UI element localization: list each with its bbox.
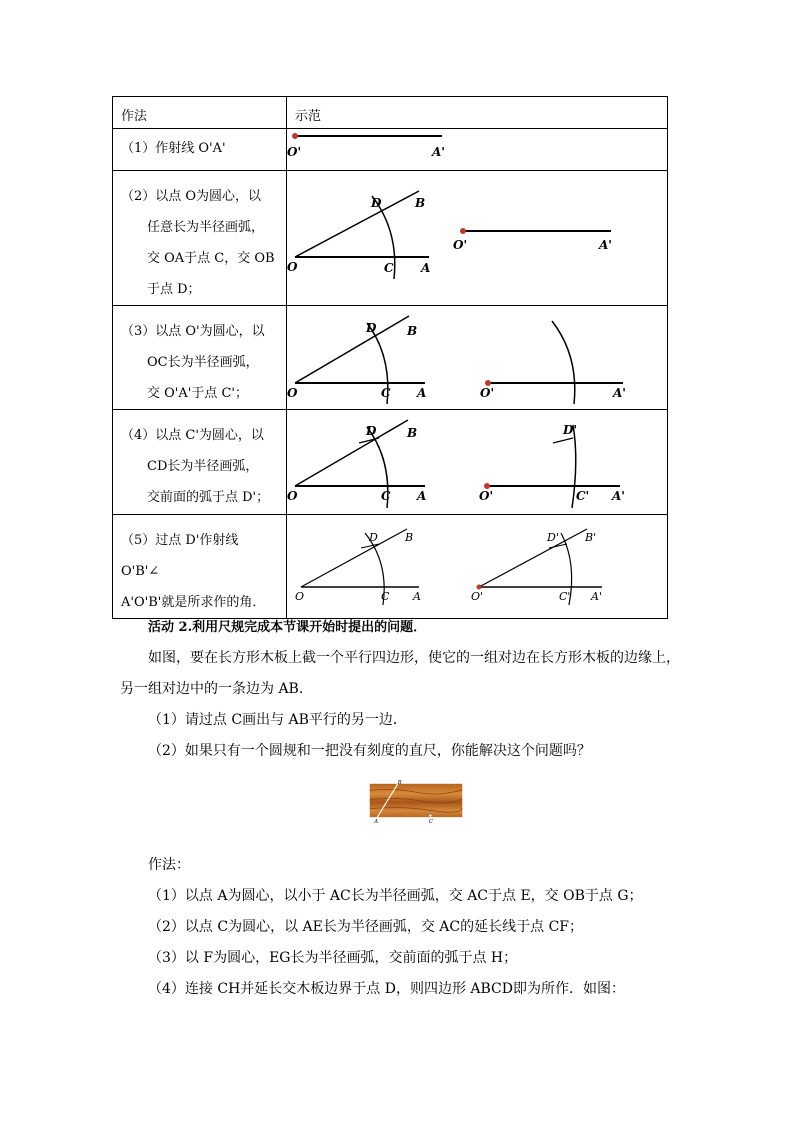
- label-A-prime: A': [432, 145, 446, 159]
- step-1-text: （1）作射线 O'A': [121, 141, 226, 156]
- question-2: （2）如果只有一个圆规和一把没有刻度的直尺，你能解决这个问题吗？: [148, 743, 591, 759]
- table-row: [113, 129, 668, 171]
- question-1: （1）请过点 C画出与 AB平行的另一边．: [148, 712, 407, 728]
- method-step-1: （1）以点 A为圆心，以小于 AC长为半径画弧，交 AC于点 E，交 OB于点 G；: [148, 888, 643, 904]
- header-method: [113, 97, 287, 129]
- step-cell: [113, 129, 287, 171]
- activity-intro-block: [120, 643, 680, 767]
- label-B: B: [407, 426, 418, 440]
- method-step-3: （3）以 F为圆心，EG长为半径画弧，交前面的弧于点 H；: [148, 950, 518, 966]
- construction-steps-table: [112, 96, 668, 619]
- step-2-line-4: 于点 D；: [147, 282, 201, 297]
- figure-cell: [287, 129, 668, 171]
- label-O: O: [295, 590, 305, 603]
- step-3-line-1: （3）以点 O'为圆心，以: [121, 324, 265, 339]
- label-B-prime: B': [585, 531, 597, 544]
- method-block: [120, 850, 680, 1005]
- step-4-line-3: 交前面的弧于点 D'；: [147, 490, 270, 505]
- label-A-prime: A': [612, 489, 626, 503]
- label-C: C: [384, 261, 394, 275]
- table-header-row: [113, 97, 668, 129]
- figure-step-2: [287, 171, 665, 296]
- step-2-line-1: （2）以点 O为圆心，以: [121, 189, 262, 204]
- figure-cell: [287, 515, 668, 619]
- wood-label-A: A: [374, 819, 379, 824]
- label-A: A: [417, 386, 427, 400]
- label-D: D: [371, 196, 382, 210]
- figure-step-4: [287, 410, 665, 514]
- label-C: C: [381, 590, 390, 603]
- label-O: O: [287, 260, 298, 274]
- step-cell: [113, 410, 287, 515]
- method-step-2: （2）以点 C为圆心，以 AE长为半径画弧，交 AC的延长线于点 CF；: [148, 919, 583, 935]
- activity-title-block: [148, 612, 708, 643]
- label-B: B: [405, 531, 414, 544]
- label-C-prime: C': [576, 489, 590, 503]
- step-cell: [113, 306, 287, 410]
- wood-label-C: C: [428, 819, 433, 824]
- step-2-line-3: 交 OA于点 C，交 OB: [147, 251, 275, 266]
- figure-cell: [287, 171, 668, 306]
- wood-board-figure: [355, 780, 477, 824]
- method-step-4: （4）连接 CH并延长交木板边界于点 D，则四边形 ABCD即为所作．如图：: [148, 981, 625, 997]
- label-D: D: [366, 424, 377, 438]
- step-cell: [113, 171, 287, 306]
- figure-step-5: [287, 515, 665, 618]
- label-A-prime: A': [613, 386, 627, 400]
- label-D-prime: D': [547, 531, 559, 544]
- label-O-prime: O': [453, 238, 468, 252]
- label-B: B: [407, 324, 418, 338]
- method-title: 作法：: [148, 857, 190, 873]
- step-3-line-3: 交 O'A'于点 C'；: [147, 386, 248, 401]
- label-C: C: [381, 489, 391, 503]
- label-A: A: [413, 590, 421, 603]
- table-row: [113, 306, 668, 410]
- figure-cell: [287, 306, 668, 410]
- label-O-prime: O': [471, 590, 484, 603]
- header-demo: [287, 97, 668, 129]
- step-5-line-2: A'O'B'就是所求作的角．: [121, 595, 266, 610]
- figure-cell: [287, 410, 668, 515]
- label-D: D: [369, 531, 378, 544]
- table-row: [113, 171, 668, 306]
- label-A: A: [417, 489, 427, 503]
- table-row: [113, 410, 668, 515]
- label-C: C: [381, 386, 391, 400]
- step-4-line-1: （4）以点 C'为圆心，以: [121, 428, 264, 443]
- wood-label-B: B: [397, 780, 402, 786]
- label-C-prime: C': [559, 590, 571, 603]
- label-O: O: [287, 489, 298, 503]
- label-A: A: [421, 261, 431, 275]
- label-D: D: [366, 321, 377, 335]
- figure-step-3: [287, 306, 665, 409]
- header-demo-label: 示范: [295, 109, 322, 124]
- intro-line-1: 如图，要在长方形木板上截一个平行四边形，使它的一组对边在长方形木板的边缘上，: [148, 650, 680, 666]
- step-5-line-1: （5）过点 D'作射线 O'B'∠: [121, 533, 239, 579]
- intro-line-2: 另一组对边中的一条边为 AB．: [120, 681, 313, 697]
- table-row: [113, 515, 668, 619]
- label-A-prime: A': [591, 590, 602, 603]
- step-cell: [113, 515, 287, 619]
- figure-step-1: [287, 129, 665, 170]
- step-4-line-2: CD长为半径画弧，: [147, 459, 259, 474]
- label-B: B: [415, 196, 426, 210]
- step-3-line-2: OC长为半径画弧，: [147, 355, 259, 370]
- label-D-prime: D': [563, 423, 578, 437]
- label-A-prime: A': [599, 238, 613, 252]
- label-O-prime: O': [287, 145, 302, 159]
- step-2-line-2: 任意长为半径画弧，: [147, 220, 265, 235]
- label-O: O: [287, 386, 298, 400]
- label-O-prime: O': [479, 489, 494, 503]
- header-method-label: 作法: [121, 109, 148, 124]
- activity-title: 活动 2.利用尺规完成本节课开始时提出的问题．: [148, 620, 427, 635]
- label-O-prime: O': [480, 386, 495, 400]
